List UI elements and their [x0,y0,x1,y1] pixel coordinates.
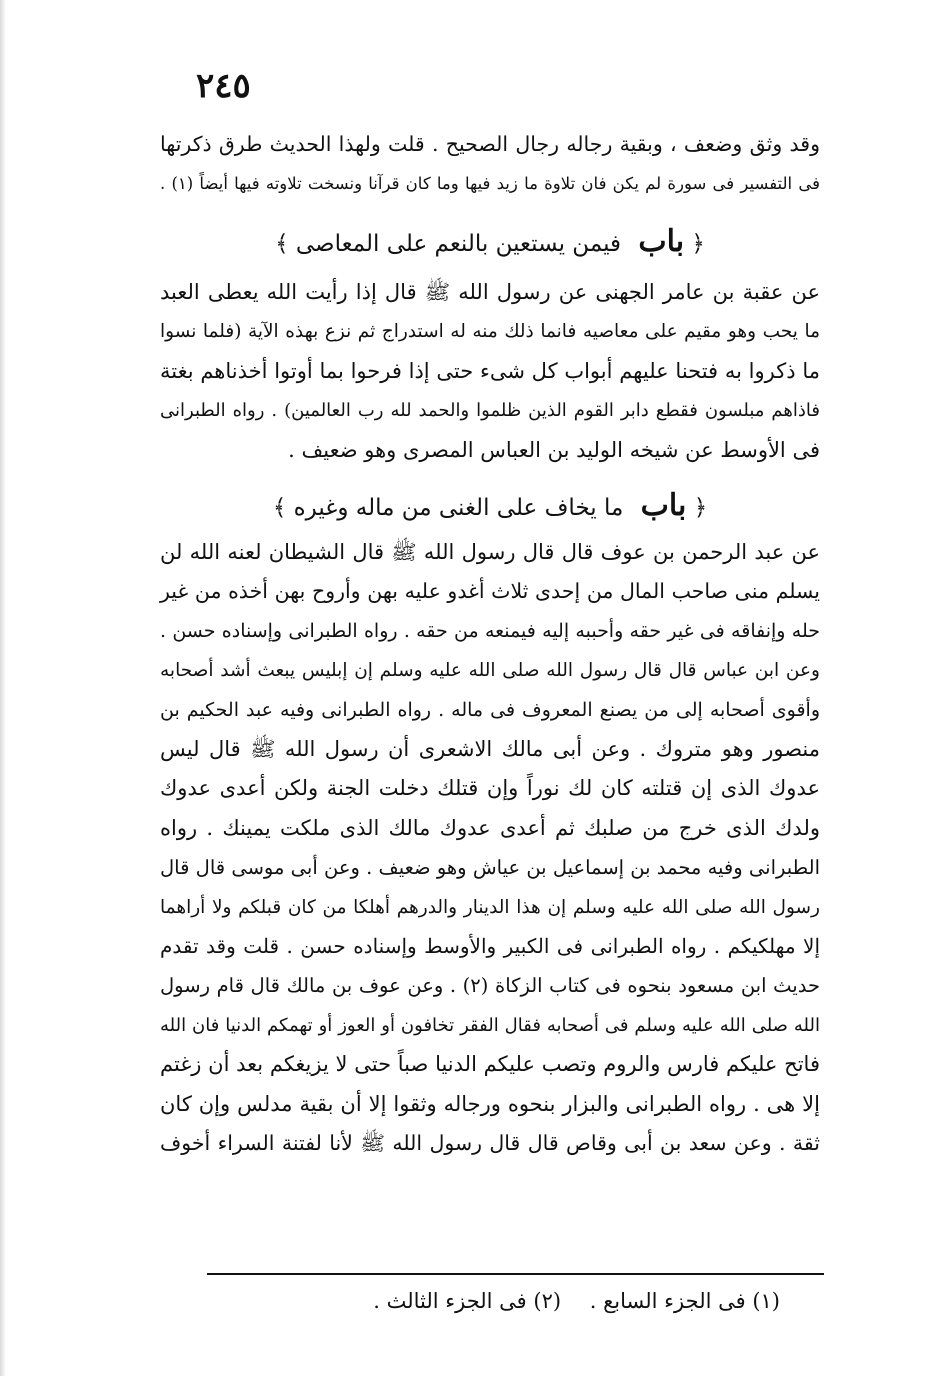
footnote-1: (١) فى الجزء السابع . [589,1289,780,1313]
text-line: إلا مهلكيكم . رواه الطبرانى فى الكبير والأوسط وإسناده حسن . قلت وقد تقدم [160,934,820,959]
text-line: وعن ابن عباس قال قال رسول الله صلى الله عليه وسلم إن إبليس يبعث أشد أصحابه [160,660,820,682]
text-line: ثقة . وعن سعد بن أبى وقاص قال قال رسول الله ﷺ لأنا لفتنة السراء أخوف [160,1131,820,1156]
chapter-heading [160,486,820,528]
text-line: منصور وهو متروك . وعن أبى مالك الاشعرى أن رسول الله ﷺ قال ليس [160,737,820,762]
text-line: حديث ابن مسعود بنحوه فى كتاب الزكاة (٢) . وعن عوف بن مالك قال قام رسول [160,974,820,998]
text-line: عدوك الذى إن قتلته كان لك نوراً وإن قتلك دخلت الجنة ولكن أعدى عدوك [160,776,820,801]
text-line: يسلم منى صاحب المال من إحدى ثلاث أغدو عليه بهن وأروح بهن أخذه من غير [160,579,820,604]
footnote-2: (٢) فى الجزء الثالث . [373,1289,562,1313]
text-line: عن عقبة بن عامر الجهنى عن رسول الله ﷺ قال إذا رأيت الله يعطى العبد [160,280,820,304]
heading-bab: باب [640,488,687,523]
heading-bracket-close: ﴾ [272,495,287,521]
text-line: الله صلى الله عليه وسلم فى أصحابه فقال الفقر تخافون أو العوز أو تهمكم الدنيا فان الله [160,1014,820,1036]
text-line: وأقوى أصحابه إلى من يصنع المعروف فى ماله . رواه الطبرانى وفيه عبد الحكيم بن [160,698,820,721]
heading-title: ما يخاف على الغنى من ماله وغيره [293,495,624,521]
hadith-paragraph [160,273,820,470]
text-line: رسول الله صلى الله عليه وسلم إن هذا الدينار والدرهم أهلكا من كان قبلكم ولا أراهما [160,896,820,918]
hadith-paragraph [160,533,820,1164]
footnote-divider [207,1273,824,1275]
text-line: الطبرانى وفيه محمد بن إسماعيل بن عياش وهو ضعيف . وعن أبى موسى قال قال [160,856,820,880]
text-line: عن عبد الرحمن بن عوف قال قال رسول الله ﷺ قال الشيطان لعنه الله لن [160,540,820,564]
text-line: فى الأوسط عن شيخه الوليد بن العباس المصرى وهو ضعيف . [288,437,820,462]
text-line: ولدك الذى خرج من صلبك ثم أعدى عدوك مالك الذى ملكت يمينك . رواه [160,815,820,840]
scan-edge [0,0,6,1376]
heading-bab: باب [638,224,685,259]
heading-title: فيمن يستعين بالنعم على المعاصى [295,231,622,257]
paragraph-continued [160,125,820,204]
chapter-heading [160,222,820,264]
text-line: فى التفسير فى سورة لم يكن فان تلاوة ما زيد فيها وما كان قرآنا ونسخت تلاوته فيها أيضاً (١) . [160,174,820,194]
heading-bracket-open: ﴿ [691,231,705,257]
text-line: وقد وثق وضعف ، وبقية رجاله رجال الصحيح . قلت ولهذا الحديث طرق ذكرتها [160,132,820,156]
footnotes [360,1283,780,1319]
text-line: ما يحب وهو مقيم على معاصيه فانما ذلك منه له استدراج ثم نزع بهذه الآية (فلما نسوا [160,321,820,343]
text-line: فاتح عليكم فارس والروم وتصب عليكم الدنيا صباً حتى لا يزيغكم بعد أن زغتم [160,1052,820,1077]
text-line: حله وإنفاقه فى غير حقه وأحببه إليه فيمنعه من حقه . رواه الطبرانى وإسناده حسن . [160,619,820,642]
text-line: إلا هى . رواه الطبرانى والبزار بنحوه ورجاله وثقوا إلا أن بقية مدلس وإن كان [160,1091,820,1116]
page-number: ٢٤٥ [196,66,251,106]
text-line: ما ذكروا به فتحنا عليهم أبواب كل شىء حتى إذا فرحوا بما أوتوا أخذناهم بغتة [160,358,820,383]
heading-bracket-close: ﴾ [275,231,289,257]
text-line: فاذاهم مبلسون فقطع دابر القوم الذين ظلموا والحمد لله رب العالمين) . رواه الطبرانى [160,400,820,422]
heading-bracket-open: ﴿ [693,495,708,521]
